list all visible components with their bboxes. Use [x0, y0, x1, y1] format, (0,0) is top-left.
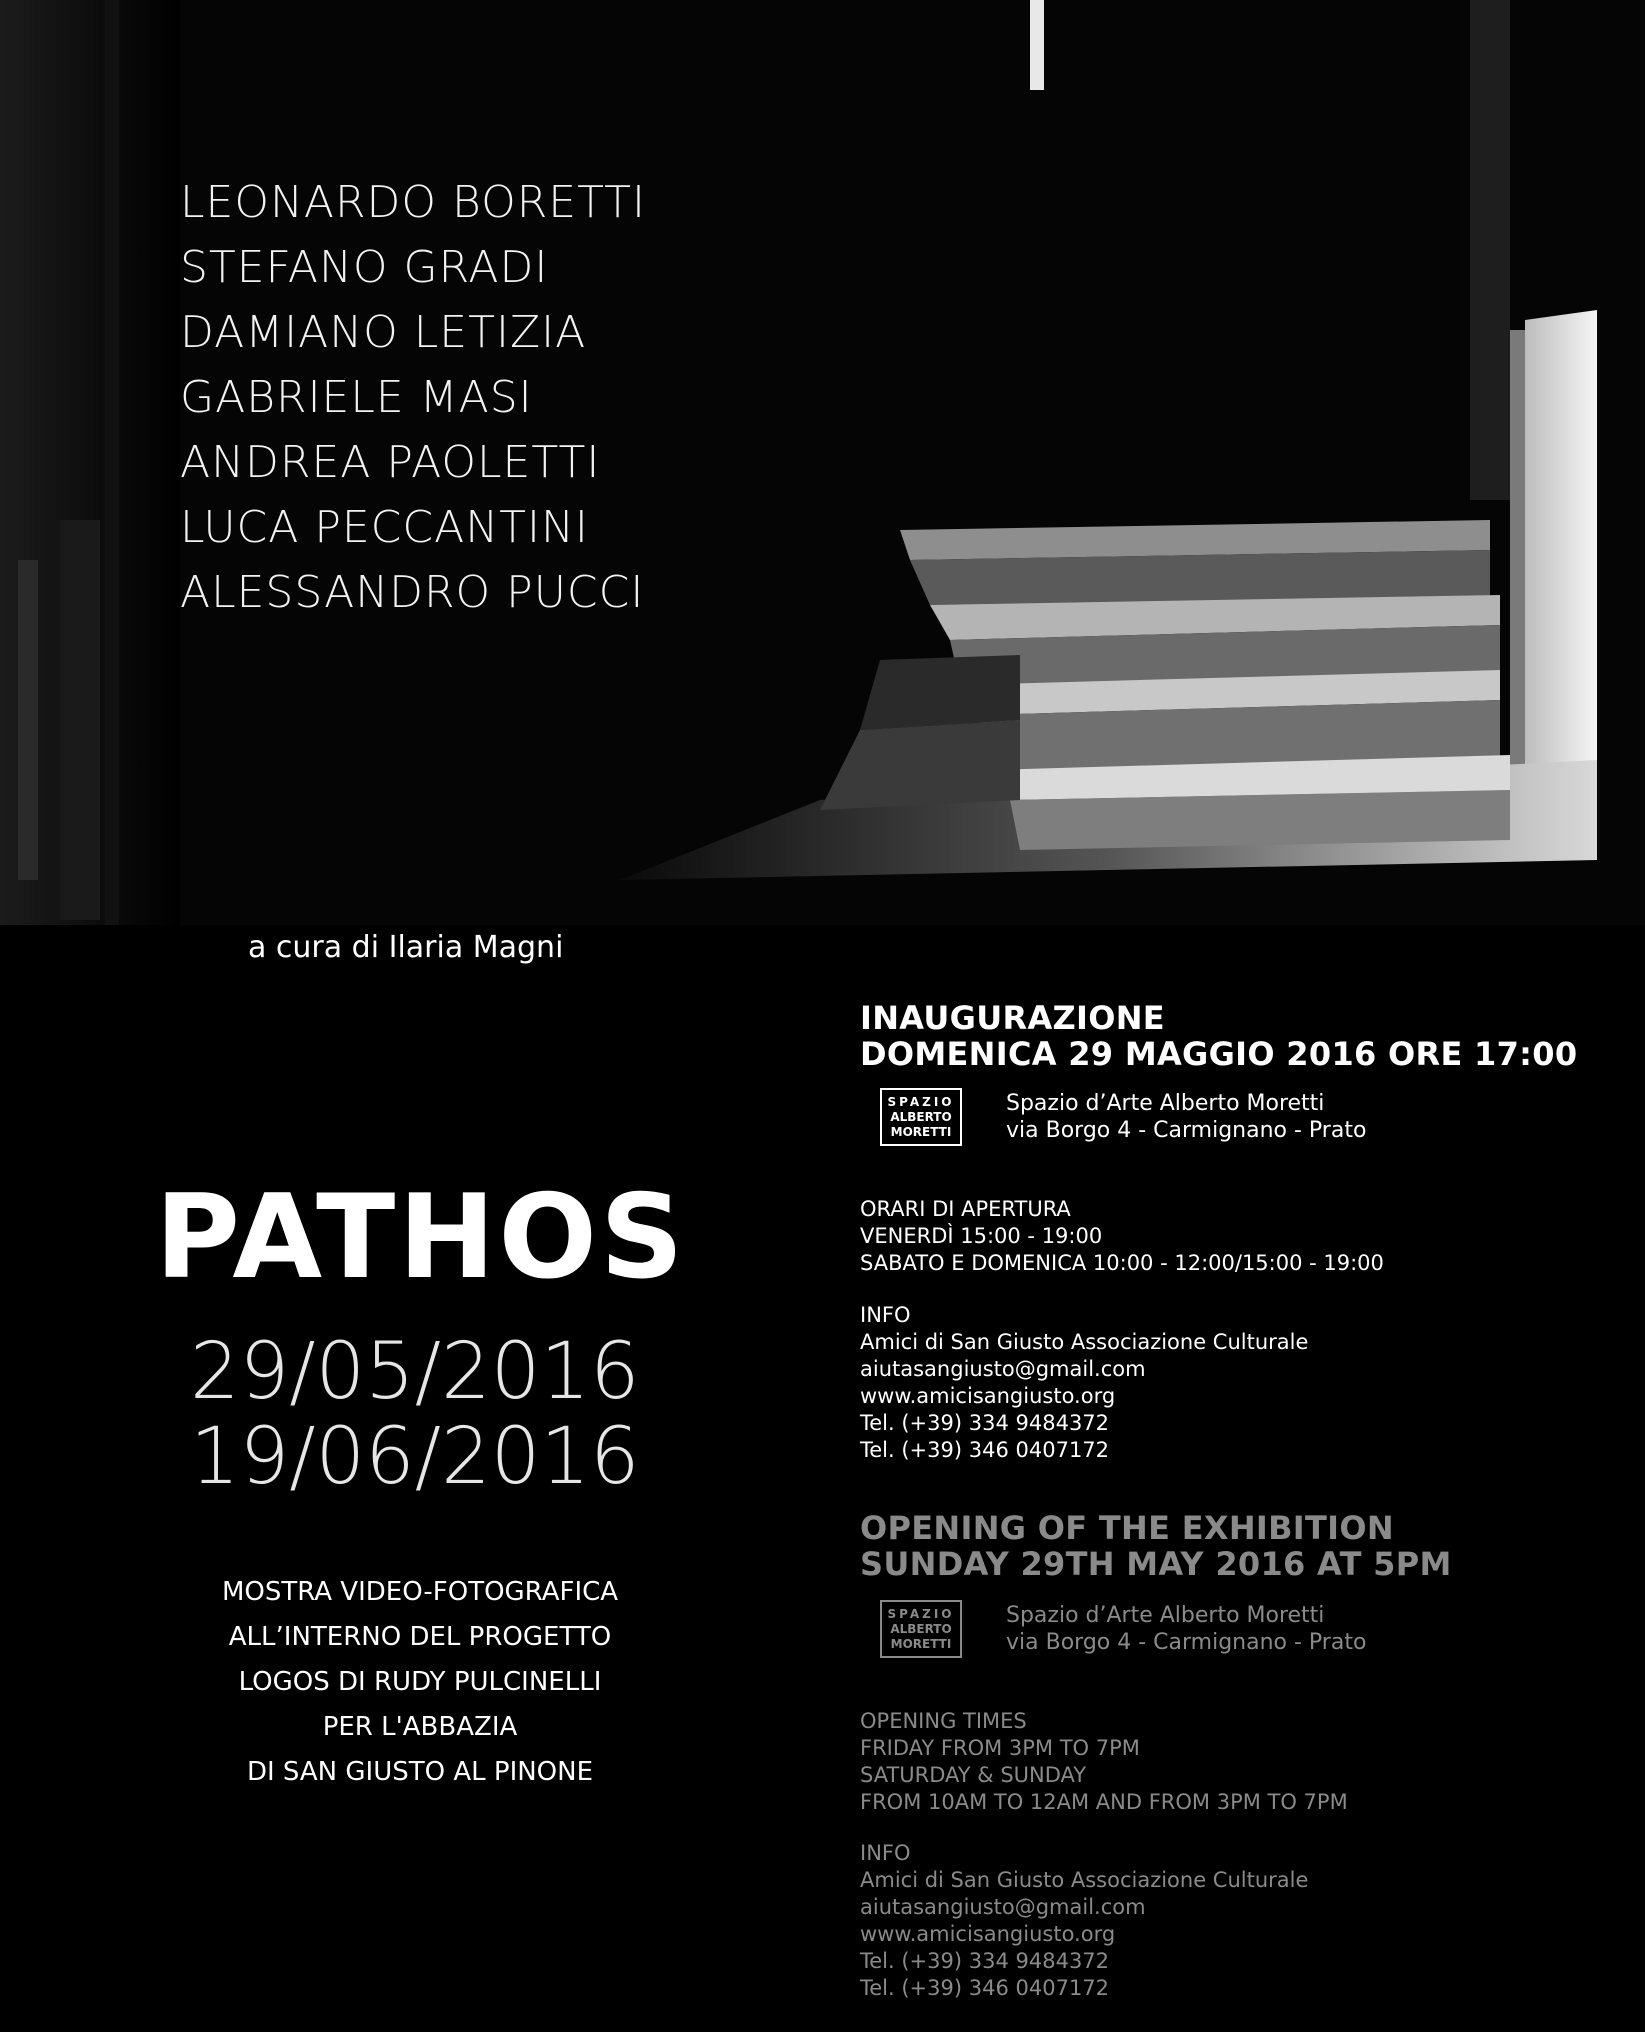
italian-opening-heading	[860, 1000, 1577, 1072]
venue-address: via Borgo 4 - Carmignano - Prato	[1006, 1118, 1367, 1143]
info-website: www.amicisangiusto.org	[860, 1922, 1116, 1946]
logo-text: MORETTI	[890, 1125, 952, 1139]
hours-line: FROM 10AM TO 12AM AND FROM 3PM TO 7PM	[860, 1790, 1348, 1814]
hours-line: SABATO E DOMENICA 10:00 - 12:00/15:00 - 19:00	[860, 1251, 1384, 1275]
venue-name: Spazio d’Arte Alberto Moretti	[1006, 1603, 1325, 1628]
artist-name: LUCA PECCANTINI	[180, 502, 589, 553]
date-start: 29/05/2016	[190, 1327, 640, 1417]
logo-text: SPAZIO	[887, 1095, 955, 1109]
info-email: aiutasangiusto@gmail.com	[860, 1895, 1146, 1919]
exhibition-dates	[190, 1327, 640, 1502]
info-website: www.amicisangiusto.org	[860, 1384, 1116, 1408]
venue-details	[1006, 1090, 1366, 1144]
artist-name: DAMIANO LETIZIA	[180, 307, 587, 358]
artist-name: ALESSANDRO PUCCI	[180, 567, 645, 618]
info-email: aiutasangiusto@gmail.com	[860, 1357, 1146, 1381]
artist-name: ANDREA PAOLETTI	[180, 437, 601, 488]
venue-logo	[880, 1088, 962, 1146]
artist-list	[180, 170, 646, 625]
venue-name: Spazio d’Arte Alberto Moretti	[1006, 1091, 1325, 1116]
info-block	[860, 1302, 1308, 1464]
english-opening-heading	[860, 1510, 1452, 1582]
heading-line: DOMENICA 29 MAGGIO 2016 ORE 17:00	[860, 1035, 1578, 1073]
heading-line: INAUGURAZIONE	[860, 999, 1165, 1037]
heading-line: OPENING OF THE EXHIBITION	[860, 1509, 1394, 1547]
artist-name: LEONARDO BORETTI	[180, 177, 647, 228]
logo-text: MORETTI	[890, 1637, 952, 1651]
description-line: DI SAN GIUSTO AL PINONE	[246, 1757, 594, 1787]
info-phone: Tel. (+39) 334 9484372	[860, 1411, 1110, 1435]
hours-line: SATURDAY & SUNDAY	[860, 1763, 1087, 1787]
info-line: Amici di San Giusto Associazione Culturale	[860, 1330, 1309, 1354]
hours-line: FRIDAY FROM 3PM TO 7PM	[860, 1736, 1140, 1760]
description-line: ALL’INTERNO DEL PROGETTO	[228, 1622, 612, 1652]
info-title: INFO	[860, 1303, 911, 1327]
venue-address: via Borgo 4 - Carmignano - Prato	[1006, 1630, 1367, 1655]
exhibition-title: PATHOS	[155, 1170, 687, 1305]
logo-text: SPAZIO	[887, 1607, 955, 1621]
hours-title: ORARI DI APERTURA	[860, 1197, 1071, 1221]
artist-name: GABRIELE MASI	[180, 372, 533, 423]
curator-credit: a cura di Ilaria Magni	[248, 930, 564, 965]
description-line: MOSTRA VIDEO-FOTOGRAFICA	[221, 1577, 619, 1607]
info-phone: Tel. (+39) 346 0407172	[860, 1976, 1110, 2000]
description-line: PER L'ABBAZIA	[322, 1712, 518, 1742]
opening-hours	[860, 1196, 1384, 1277]
info-title: INFO	[860, 1841, 911, 1865]
info-line: Amici di San Giusto Associazione Culturale	[860, 1868, 1309, 1892]
info-phone: Tel. (+39) 334 9484372	[860, 1949, 1110, 1973]
venue-logo	[880, 1600, 962, 1658]
logo-text: ALBERTO	[890, 1622, 952, 1636]
opening-hours	[860, 1708, 1348, 1816]
info-block	[860, 1840, 1308, 2002]
info-phone: Tel. (+39) 346 0407172	[860, 1438, 1110, 1462]
hours-line: VENERDÌ 15:00 - 19:00	[860, 1224, 1103, 1248]
hours-title: OPENING TIMES	[860, 1709, 1027, 1733]
logo-text: ALBERTO	[890, 1110, 952, 1124]
description-line: LOGOS DI RUDY PULCINELLI	[238, 1667, 602, 1697]
exhibition-description	[190, 1570, 650, 1795]
artist-name: STEFANO GRADI	[180, 242, 549, 293]
venue-details	[1006, 1602, 1366, 1656]
date-end: 19/06/2016	[190, 1412, 640, 1502]
heading-line: SUNDAY 29TH MAY 2016 AT 5PM	[860, 1545, 1452, 1583]
